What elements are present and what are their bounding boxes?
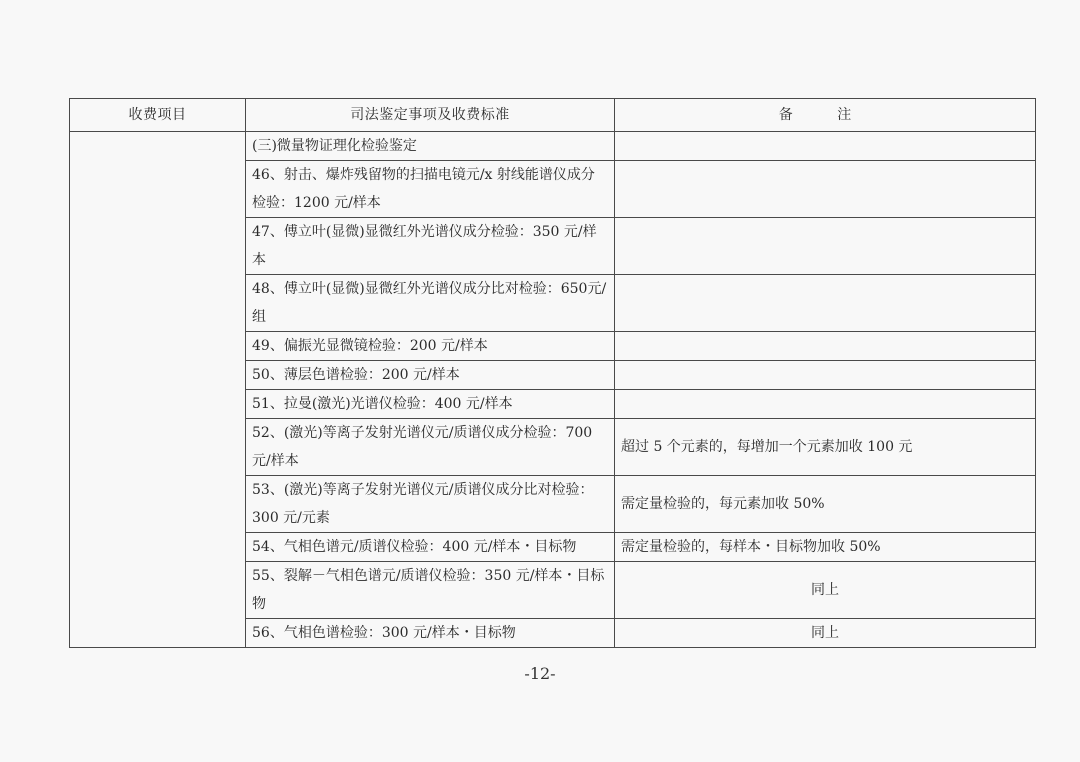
row-desc: 46、射击、爆炸残留物的扫描电镜元/x 射线能谱仪成分检验：1200 元/样本	[246, 161, 615, 218]
row-remark: 同上	[615, 562, 1036, 619]
row-remark: 需定量检验的，每样本・目标物加收 50%	[615, 533, 1036, 562]
row-desc: 56、气相色谱检验：300 元/样本・目标物	[246, 619, 615, 648]
row-remark	[615, 275, 1036, 332]
header-standard: 司法鉴定事项及收费标准	[246, 99, 615, 132]
row-remark	[615, 361, 1036, 390]
row-desc: 50、薄层色谱检验：200 元/样本	[246, 361, 615, 390]
row-desc: 49、偏振光显微镜检验：200 元/样本	[246, 332, 615, 361]
row-remark	[615, 332, 1036, 361]
header-remarks: 备 注	[615, 99, 1036, 132]
section-remark	[615, 132, 1036, 161]
row-remark	[615, 390, 1036, 419]
page-number: -12-	[524, 664, 556, 683]
row-remark: 超过 5 个元素的，每增加一个元素加收 100 元	[615, 419, 1036, 476]
row-desc: 47、傅立叶(显微)显微红外光谱仪成分检验：350 元/样本	[246, 218, 615, 275]
table-header-row	[70, 99, 1036, 132]
row-desc: 51、拉曼(激光)光谱仪检验：400 元/样本	[246, 390, 615, 419]
fee-standard-table	[69, 98, 1036, 648]
row-remark: 需定量检验的，每元素加收 50%	[615, 476, 1036, 533]
header-fee-item: 收费项目	[70, 99, 246, 132]
row-remark	[615, 218, 1036, 275]
row-desc: 55、裂解－气相色谱元/质谱仪检验：350 元/样本・目标物	[246, 562, 615, 619]
section-title: (三)微量物证理化检验鉴定	[246, 132, 615, 161]
row-desc: 53、(激光)等离子发射光谱仪元/质谱仪成分比对检验：300 元/元素	[246, 476, 615, 533]
section-row	[70, 132, 1036, 161]
row-desc: 54、气相色谱元/质谱仪检验：400 元/样本・目标物	[246, 533, 615, 562]
row-remark: 同上	[615, 619, 1036, 648]
row-remark	[615, 161, 1036, 218]
row-desc: 48、傅立叶(显微)显微红外光谱仪成分比对检验：650元/组	[246, 275, 615, 332]
fee-item-cell	[70, 132, 246, 648]
row-desc: 52、(激光)等离子发射光谱仪元/质谱仪成分检验：700元/样本	[246, 419, 615, 476]
